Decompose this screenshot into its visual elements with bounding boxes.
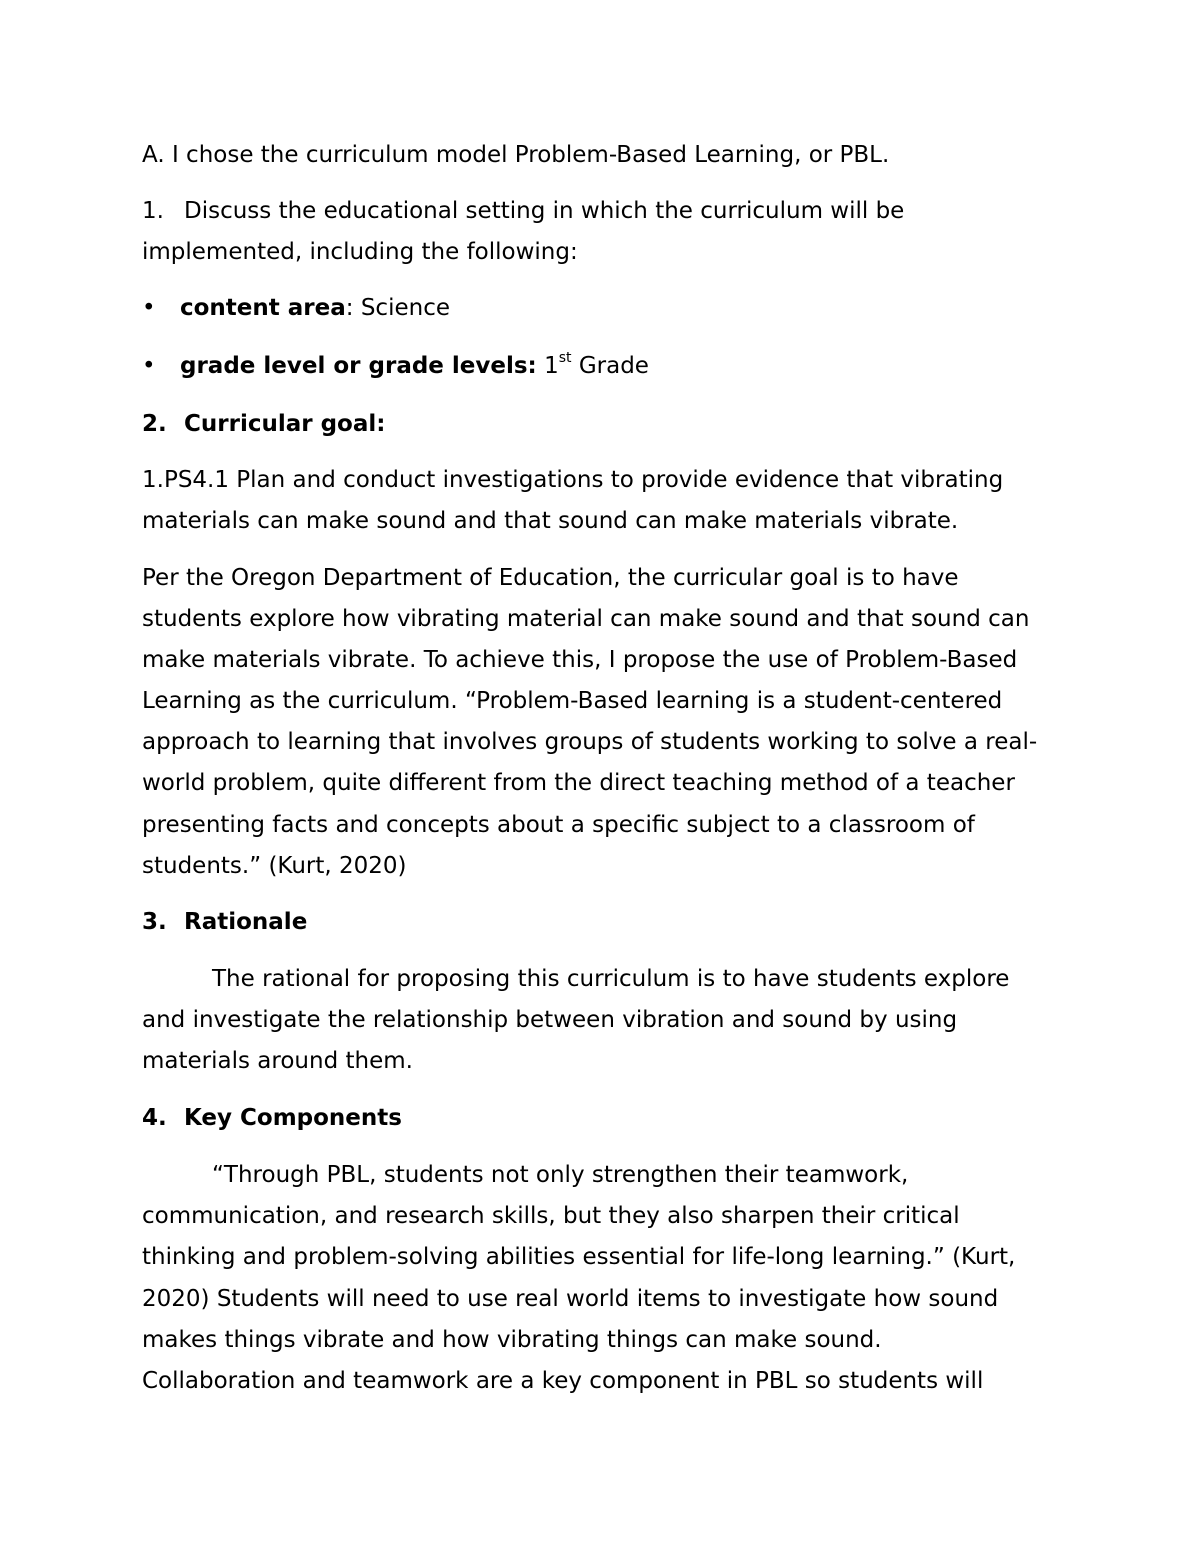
goal-line: 1.PS4.1 Plan and conduct investigations to provide evidence that vibrating <box>142 467 1004 493</box>
paragraph-line: thinking and problem-solving abilities essential for life-long learning.” (Kurt, <box>142 1244 1016 1270</box>
document-page: A. I chose the curriculum model Problem-Based Learning, or PBL. 1. Discuss the educational setting in which the curriculum will be implemented, including the following: • content area: Science • grade level or grade levels: 1st Grade 2. Curricular goal: 1.PS4.1 Plan and conduct investigations to provide evidence that vibrating materials can make sound and that sound can make materials vibrate. Per the Oregon Department of Education, the curricular goal is to have students explore how vibrating material can make sound and that sound can make materials vibrate. To achieve this, I propose the use of Problem-Based Learning as the curriculum. “Problem-Based learning is a student-centered approach to learning that involves groups of students working to solve a real- world problem, quite different from the direct teaching method of a teacher presenting facts and concepts about a specific subject to a classroom of students.” (Kurt, 2020) 3. Rationale The rational for proposing this curriculum is to have students explore and investigate the relationship between vibration and sound by using materials around them. 4. Key Components “Through PBL, students not only strengthen their teamwork, communication, and research skills, but they also sharpen their critical thinking and problem-solving abilities essential for life-long learning.” (Kurt, 2020) Students will need to use real world items to investigate how sound makes things vibrate and how vibrating things can make sound. Collaboration and teamwork are a key component in PBL so students will <box>0 0 1200 1553</box>
section-3-heading: 3. Rationale <box>142 909 308 935</box>
paragraph-line: 2020) Students will need to use real world items to investigate how sound <box>142 1286 999 1312</box>
goal-line: materials can make sound and that sound can make materials vibrate. <box>142 508 959 534</box>
paragraph-line: Per the Oregon Department of Education, the curricular goal is to have <box>142 565 959 591</box>
paragraph-line: world problem, quite different from the direct teaching method of a teacher <box>142 770 1015 796</box>
paragraph-line: approach to learning that involves groups of students working to solve a real- <box>142 729 1038 755</box>
paragraph-line: makes things vibrate and how vibrating things can make sound. <box>142 1327 882 1353</box>
paragraph-line: materials around them. <box>142 1048 413 1074</box>
paragraph-line: “Through PBL, students not only strengthen their teamwork, <box>212 1162 909 1188</box>
paragraph-line: and investigate the relationship between vibration and sound by using <box>142 1007 958 1033</box>
bullet-icon: • <box>142 353 156 379</box>
paragraph-line: The rational for proposing this curriculum is to have students explore <box>212 966 1010 992</box>
content-area-value: : Science <box>345 295 450 321</box>
question-1-number: 1. <box>142 198 164 224</box>
paragraph-line: make materials vibrate. To achieve this, I propose the use of Problem-Based <box>142 647 1018 673</box>
paragraph-line: Collaboration and teamwork are a key component in PBL so students will <box>142 1368 984 1394</box>
paragraph-line: communication, and research skills, but they also sharpen their critical <box>142 1203 960 1229</box>
question-1-line-1: 1. Discuss the educational setting in which the curriculum will be <box>142 191 904 232</box>
grade-level-label: grade level or grade levels: <box>180 353 537 379</box>
paragraph-line: presenting facts and concepts about a specific subject to a classroom of <box>142 812 975 838</box>
bullet-icon: • <box>142 295 156 321</box>
paragraph-line: Learning as the curriculum. “Problem-Based learning is a student-centered <box>142 688 1003 714</box>
section-4-heading: 4. Key Components <box>142 1105 402 1131</box>
paragraph-line: students explore how vibrating material can make sound and that sound can <box>142 606 1030 632</box>
paragraph-line: students.” (Kurt, 2020) <box>142 853 407 879</box>
question-1-line-2: implemented, including the following: <box>142 239 578 265</box>
content-area-label: content area <box>180 295 346 321</box>
intro-line: A. I chose the curriculum model Problem-Based Learning, or PBL. <box>142 142 890 168</box>
section-2-heading: 2. Curricular goal: <box>142 411 386 437</box>
